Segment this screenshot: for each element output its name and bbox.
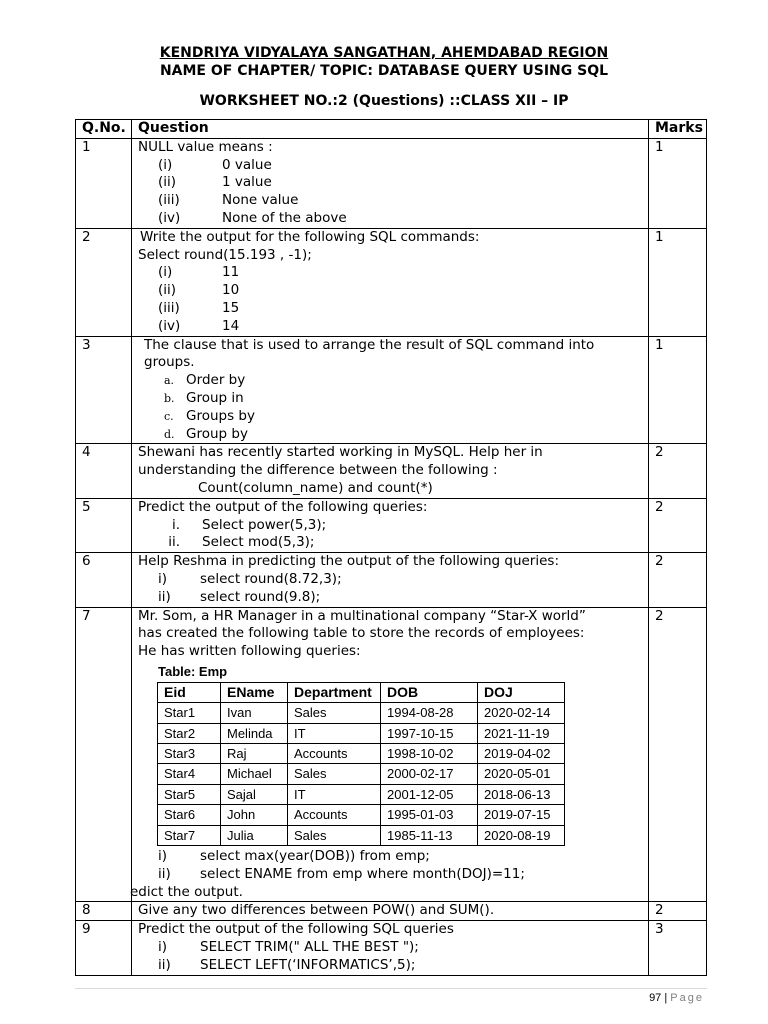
emp-row [158, 805, 565, 825]
emp-cell: 1997-10-15 [381, 723, 478, 743]
emp-cell: John [221, 805, 288, 825]
emp-col-department: Department [288, 682, 381, 702]
option-label: (i) [158, 156, 173, 173]
question-marks: 1 [649, 228, 707, 336]
option-text: 1 value [222, 174, 272, 191]
option [138, 318, 642, 336]
option-text: Select power(5,3); [202, 516, 327, 533]
emp-cell: Star7 [158, 825, 221, 845]
region-title: KENDRIYA VIDYALAYA SANGATHAN, AHEMDABAD REGION [159, 45, 609, 61]
emp-col-doj: DOJ [478, 682, 565, 702]
question-body [132, 921, 649, 975]
page-number: 97 [649, 992, 662, 1004]
emp-cell: 2020-02-14 [478, 703, 565, 723]
option-text: 0 value [222, 156, 272, 173]
question-row-7 [76, 607, 707, 902]
emp-cell: 1985-11-13 [381, 825, 478, 845]
emp-cell: 1998-10-02 [381, 743, 478, 763]
emp-cell: Sales [288, 825, 381, 845]
question-number: 5 [76, 498, 132, 552]
question-body [132, 902, 649, 921]
option-label: i. [171, 516, 180, 533]
question-row-4 [76, 444, 707, 498]
option-text: 11 [222, 264, 240, 281]
emp-cell: 2021-11-19 [478, 723, 565, 743]
emp-cell: Accounts [288, 805, 381, 825]
question-tail: edict the output. [130, 883, 243, 900]
question-row-3 [76, 336, 707, 444]
col-header-question: Question [132, 120, 649, 139]
emp-header-row [158, 682, 565, 702]
option [138, 408, 642, 426]
option-label: ii) [158, 956, 171, 973]
option [138, 534, 642, 552]
question-marks: 2 [649, 553, 707, 607]
question-body [132, 444, 649, 498]
option [138, 372, 642, 390]
emp-cell: 2020-05-01 [478, 764, 565, 784]
page-word: Page [670, 992, 704, 1004]
question-text: The clause that is used to arrange the result of SQL command into groups. [144, 336, 595, 371]
option-label: (iv) [158, 317, 181, 334]
option-label: (iv) [158, 209, 181, 226]
emp-cell: 2019-04-02 [478, 743, 565, 763]
question-body [132, 138, 649, 228]
option-label: (iii) [158, 192, 180, 209]
option [138, 866, 642, 884]
option-text: 14 [222, 317, 240, 334]
question-marks: 2 [649, 498, 707, 552]
question-number: 4 [76, 444, 132, 498]
emp-cell: Sales [288, 703, 381, 723]
option-text: select ENAME from emp where month(DOJ)=11; [200, 865, 525, 882]
question-body [132, 607, 649, 902]
question-row-9 [76, 921, 707, 975]
emp-cell: 2019-07-15 [478, 805, 565, 825]
emp-cell: Star6 [158, 805, 221, 825]
option [138, 300, 642, 318]
option-label: d. [164, 427, 175, 441]
option [138, 589, 642, 607]
option-label: ii) [158, 865, 171, 882]
question-row-6 [76, 553, 707, 607]
option [138, 390, 642, 408]
option [138, 264, 642, 282]
option-label: a. [164, 374, 175, 388]
page-footer [649, 992, 704, 1004]
option-label: i) [158, 847, 168, 864]
emp-cell: Raj [221, 743, 288, 763]
option-label: i) [158, 570, 168, 587]
option-text: select round(8.72,3); [200, 570, 342, 587]
col-header-marks: Marks [649, 120, 707, 139]
emp-cell: Julia [221, 825, 288, 845]
question-text: understanding the difference between the following : [138, 462, 498, 479]
emp-table [157, 682, 565, 846]
question-marks: 2 [649, 902, 707, 921]
option [138, 174, 642, 192]
question-body [132, 336, 649, 444]
emp-cell: Accounts [288, 743, 381, 763]
option-text: None of the above [222, 209, 347, 226]
option-text: None value [222, 192, 299, 209]
option-label: b. [164, 391, 175, 405]
question-row-5 [76, 498, 707, 552]
emp-col-ename: EName [221, 682, 288, 702]
option-text: Group by [186, 425, 248, 442]
emp-col-eid: Eid [158, 682, 221, 702]
question-table [75, 119, 707, 976]
question-text: Help Reshma in predicting the output of the following queries: [138, 553, 559, 570]
question-row-8 [76, 902, 707, 921]
option-text: 10 [222, 282, 240, 299]
emp-row [158, 743, 565, 763]
emp-cell: Ivan [221, 703, 288, 723]
footer-divider [75, 988, 707, 989]
option-text: Order by [186, 372, 246, 389]
question-text: Write the output for the following SQL commands: [140, 228, 480, 245]
option-text: select max(year(DOB)) from emp; [200, 847, 430, 864]
question-body [132, 498, 649, 552]
question-number: 9 [76, 921, 132, 975]
question-marks: 2 [649, 444, 707, 498]
option [138, 571, 642, 589]
emp-cell: 1995-01-03 [381, 805, 478, 825]
emp-cell: Star5 [158, 784, 221, 804]
emp-row [158, 825, 565, 845]
table-header-row [76, 120, 707, 139]
emp-cell: Star1 [158, 703, 221, 723]
option-text: Select mod(5,3); [202, 534, 315, 551]
question-text: Give any two differences between POW() and SUM(). [138, 902, 495, 919]
option [138, 517, 642, 535]
emp-cell: 2018-06-13 [478, 784, 565, 804]
option-text: SELECT TRIM(" ALL THE BEST "); [200, 938, 419, 955]
emp-cell: Star2 [158, 723, 221, 743]
emp-row [158, 764, 565, 784]
option-text: Groups by [186, 407, 255, 424]
option [138, 957, 642, 975]
emp-cell: IT [288, 723, 381, 743]
option [138, 210, 642, 228]
option-label: (iii) [158, 299, 180, 316]
question-text: He has written following queries: [138, 643, 361, 660]
emp-col-dob: DOB [381, 682, 478, 702]
chapter-title: NAME OF CHAPTER/ TOPIC: DATABASE QUERY USING SQL [159, 63, 609, 79]
question-marks: 2 [649, 607, 707, 902]
question-number: 8 [76, 902, 132, 921]
option-label: (ii) [158, 282, 177, 299]
question-marks: 3 [649, 921, 707, 975]
option [138, 848, 642, 866]
question-text: NULL value means : [138, 138, 273, 155]
emp-cell: Michael [221, 764, 288, 784]
emp-cell: Melinda [221, 723, 288, 743]
option-label: ii. [168, 534, 180, 551]
option-label: ii) [158, 588, 171, 605]
option-label: i) [158, 938, 168, 955]
option-text: SELECT LEFT(‘INFORMATICS’,5); [200, 956, 416, 973]
option-label: (i) [158, 264, 173, 281]
emp-row [158, 703, 565, 723]
option [138, 426, 642, 444]
col-header-qno: Q.No. [76, 120, 132, 139]
question-number: 7 [76, 607, 132, 902]
question-body [132, 553, 649, 607]
question-number: 3 [76, 336, 132, 444]
emp-table-title: Table: Emp [158, 663, 228, 679]
question-marks: 1 [649, 138, 707, 228]
question-text: Count(column_name) and count(*) [198, 479, 433, 496]
question-number: 2 [76, 228, 132, 336]
emp-cell: 2001-12-05 [381, 784, 478, 804]
question-text: Predict the output of the following SQL queries [138, 921, 454, 938]
emp-row [158, 723, 565, 743]
emp-row [158, 784, 565, 804]
question-text: Predict the output of the following queries: [138, 498, 428, 515]
question-marks: 1 [649, 336, 707, 444]
question-text: has created the following table to store the records of employees: [138, 625, 585, 642]
question-row-2 [76, 228, 707, 336]
emp-cell: Star3 [158, 743, 221, 763]
option [138, 282, 642, 300]
option-label: (ii) [158, 174, 177, 191]
question-row-1 [76, 138, 707, 228]
question-number: 1 [76, 138, 132, 228]
emp-cell: 2000-02-17 [381, 764, 478, 784]
emp-cell: Star4 [158, 764, 221, 784]
worksheet-title: WORKSHEET NO.:2 (Questions) ::CLASS XII – IP [199, 93, 569, 109]
option-text: select round(9.8); [200, 588, 321, 605]
question-number: 6 [76, 553, 132, 607]
option-text: Group in [186, 389, 244, 406]
option [138, 939, 642, 957]
question-text: Mr. Som, a HR Manager in a multinational company “Star-X world” [138, 607, 586, 624]
emp-cell: 1994-08-28 [381, 703, 478, 723]
option [138, 157, 642, 175]
emp-cell: Sajal [221, 784, 288, 804]
question-subtext: Select round(15.193 , -1); [138, 246, 312, 263]
option-text: 15 [222, 299, 240, 316]
footer-separator: | [661, 992, 671, 1004]
question-body [132, 228, 649, 336]
emp-cell: Sales [288, 764, 381, 784]
option-label: c. [164, 409, 174, 423]
emp-cell: 2020-08-19 [478, 825, 565, 845]
option [138, 192, 642, 210]
question-text: Shewani has recently started working in MySQL. Help her in [138, 444, 543, 461]
emp-cell: IT [288, 784, 381, 804]
